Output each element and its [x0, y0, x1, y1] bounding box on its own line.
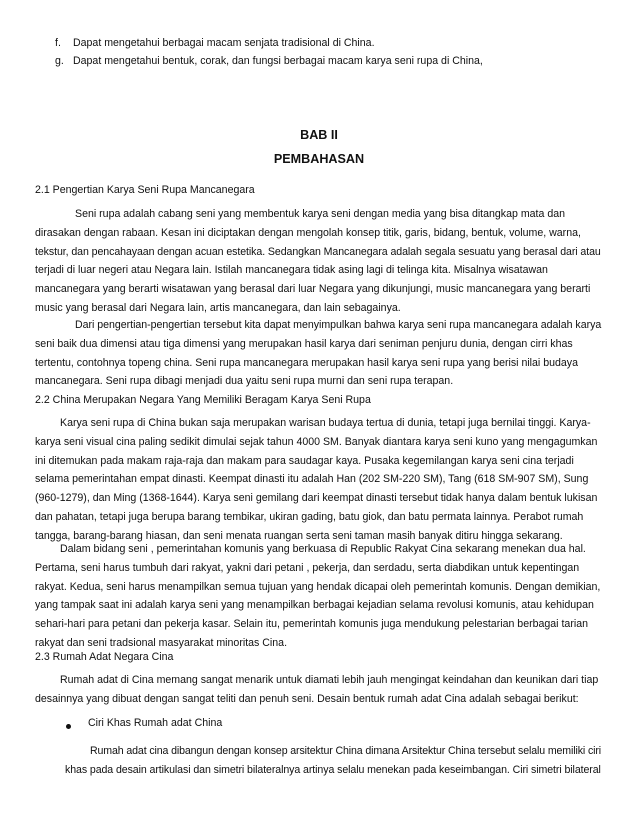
paragraph-line: yang tampak saat ini adalah karya seni yang menampilkan berbagai kejadian selama revolusi komunis, atau kehidupan: [35, 599, 594, 612]
paragraph-line: seni baik dua dimensi atau tiga dimensi yang merupakan hasil karya dari seniman penjuru dunia, dengan cirri khas: [35, 337, 573, 350]
paragraph-line: rakyat dan seni tradsional masyarakat minoritas Cina.: [35, 636, 288, 649]
list-item: Dapat mengetahui bentuk, corak, dan fungsi berbagai macam karya seni rupa di China,: [73, 55, 483, 67]
paragraph-line: Dari pengertian-pengertian tersebut kita dapat menyimpulkan bahwa karya seni rupa mancanegara adalah karya: [75, 319, 602, 331]
paragraph-line: rakyat. Kedua, seni harus menampilkan semua tujuan yang hendak dicapai oleh pemerintah komunis. Dengan demikian,: [35, 580, 601, 593]
paragraph-communist-art: [35, 540, 601, 653]
paragraph-line: terjadi di luar negeri atau Negara lain. Istilah mancanegara tidak asing lagi di telinga kita. Misalnya wisatawan: [35, 264, 548, 277]
section-heading-2-3: 2.3 Rumah Adat Negara Cina: [35, 651, 174, 663]
paragraph-line: (960-1279), dan Ming (1368-1644). Karya seni gemilang dari keempat dinasti tersebut tidak hanya dalam bentuk lukisan: [35, 492, 598, 505]
chapter-number: BAB II: [300, 128, 338, 142]
paragraph-china-art-history: [35, 414, 601, 546]
chapter-title: PEMBAHASAN: [273, 152, 365, 166]
paragraph-line: karya seni visual cina paling sedikit dimulai sejak tahun 4000 SM. Banyak diantara karya seni kuno yang mengagumkan: [35, 435, 598, 448]
paragraph-line: tekstur, dan pencahayaan dengan acuan estetika. Sedangkan Mancanegara adalah segala sesuatu yang berasal dari atau: [35, 245, 601, 258]
paragraph-line: Pertama, seni harus tumbuh dari rakyat, yakni dari petani , pekerja, dan serdadu, serta diabdikan untuk kepentingan: [35, 561, 580, 574]
list-marker: f.: [55, 37, 61, 49]
paragraph-line: sehari-hari para petani dan pekerja kasar. Selain itu, pemerintah komunis juga mendukung pelestarian berbagai tarian: [35, 618, 588, 631]
paragraph-line: desainnya yang dibuat dengan sangat teliti dan penuh seni. Desain bentuk rumah adat Cina adalah sebagai berikut:: [35, 692, 579, 705]
section-heading-2-1: 2.1 Pengertian Karya Seni Rupa Mancanegara: [35, 184, 255, 196]
paragraph-line: Rumah adat di Cina memang sangat menarik untuk diamati lebih jauh mengingat keindahan dan keunikan dari tiap: [60, 674, 599, 686]
paragraph-line: dirasakan dengan rabaan. Kesan ini diciptakan dengan mengolah konsep titik, garis, bidang, bentuk, volume, warna,: [35, 226, 581, 239]
paragraph-conclusion: [35, 316, 601, 391]
paragraph-line: Rumah adat cina dibangun dengan konsep arsitektur China dimana Arsitektur China tersebut selalu memiliki ciri: [90, 745, 602, 757]
paragraph-line: tertentu, contohnya topeng china. Seni rupa mancanegara merupakan hasil karya seni rupa yang berisi nilai budaya: [35, 356, 578, 369]
paragraph-line: music yang berasal dari Negara lain, artis mancanegara, dan lain sebagainya.: [35, 301, 401, 314]
paragraph-line: ini ditemukan pada makam raja-raja dan makam para saudagar kaya. Pusaka kegemilangan karya seni cina terjadi: [35, 454, 574, 467]
paragraph-rumah-adat: [35, 671, 601, 709]
section-heading-2-2: 2.2 China Merupakan Negara Yang Memiliki Beragam Karya Seni Rupa: [35, 394, 371, 406]
list-marker: g.: [55, 55, 64, 67]
paragraph-line: mancanegara yang berarti wisatawan yang berasal dari luar Negara yang dikunjungi, music mancanegara yang berarti: [35, 283, 591, 296]
paragraph-line: dan pahatan, tetapi juga berupa barang tembikar, ukiran gading, batu giok, dan batu permata lainnya. Perabot rumah: [35, 510, 584, 523]
paragraph-ciri-khas: [65, 742, 601, 780]
paragraph-line: khas pada desain artikulasi dan simetri bilateralnya artinya selalu menekan pada keseimbangan. Ciri simetri bilateral: [65, 763, 601, 776]
paragraph-seni-rupa-definition: [35, 205, 601, 318]
paragraph-line: tangga, barang-barang hiasan, dan seni menata ruangan serta seni taman masih banyak ditiru hingga sekarang.: [35, 529, 563, 542]
paragraph-line: Dalam bidang seni , pemerintahan komunis yang berkuasa di Republic Rakyat Cina sekarang menekan dua hal.: [60, 543, 586, 555]
paragraph-line: Karya seni rupa di China bukan saja merupakan warisan budaya tertua di dunia, tetapi juga bernilai tinggi. Karya-: [60, 417, 591, 429]
list-item: Dapat mengetahui berbagai macam senjata tradisional di China.: [73, 37, 375, 49]
bullet-item: Ciri Khas Rumah adat China: [88, 717, 223, 729]
paragraph-line: mancanegara. Seni rupa dibagi menjadi dua yaitu seni rupa murni dan seni rupa terapan.: [35, 375, 454, 388]
bullet-icon: [66, 724, 71, 729]
paragraph-line: Seni rupa adalah cabang seni yang membentuk karya seni dengan media yang bisa ditangkap mata dan: [75, 208, 565, 220]
paragraph-line: selama pemerintahan empat dinasti. Keempat dinasti itu adalah Han (202 SM-220 SM), Tang (618 SM-907 SM), Sung: [35, 473, 589, 486]
